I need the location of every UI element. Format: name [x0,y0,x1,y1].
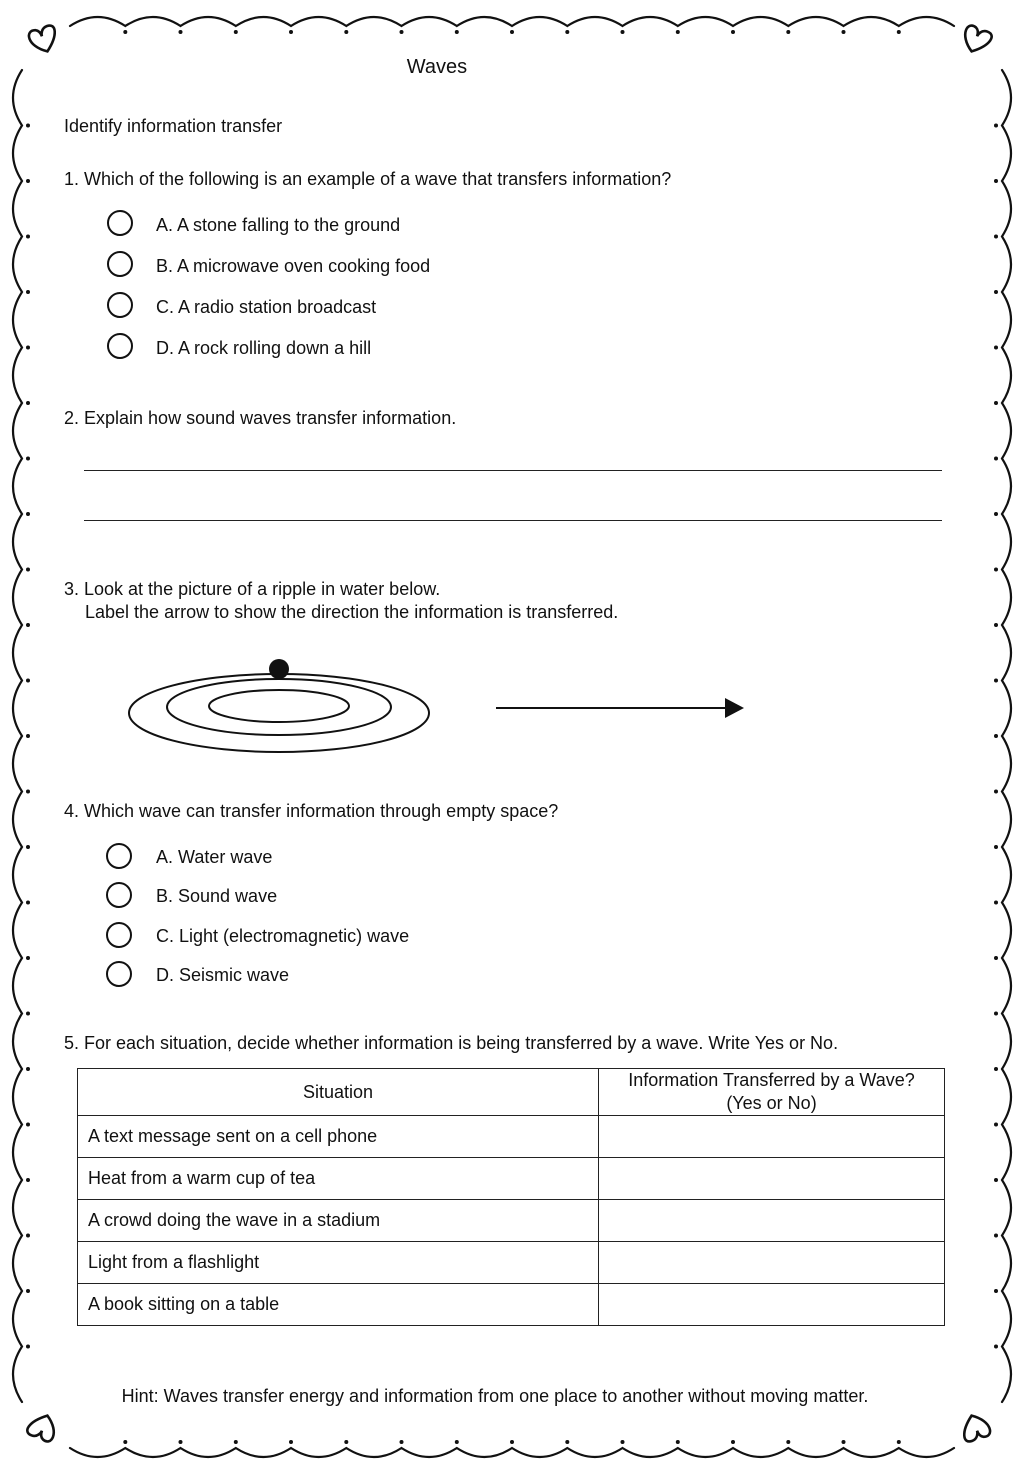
border-dot [994,568,998,572]
border-dot [994,1178,998,1182]
border-dot [994,1067,998,1071]
border-dot [994,623,998,627]
border-dot [234,1440,238,1444]
q3-prompt-line-2: Label the arrow to show the direction the information is transferred. [85,602,619,622]
border-dot [994,512,998,516]
table-row [78,1116,945,1158]
answer-cell[interactable] [599,1284,945,1326]
border-dot [994,1289,998,1293]
situation-cell: A text message sent on a cell phone [78,1116,599,1158]
border-dot [26,1289,30,1293]
border-dot [731,1440,735,1444]
border-dot [344,30,348,34]
border-dot [455,30,459,34]
border-dot [786,30,790,34]
situation-cell: A book sitting on a table [78,1284,599,1326]
border-dot [400,30,404,34]
border-dot [994,235,998,239]
border-dot [676,30,680,34]
q5-prompt: 5. For each situation, decide whether information is being transferred by a wave. Write Yes or No. [64,1033,839,1053]
border-dot [994,790,998,794]
border-dot [897,30,901,34]
border-dot [731,30,735,34]
arrow-right-icon [496,698,744,718]
answer-header-line-1: Information Transferred by a Wave? [628,1070,915,1090]
border-dot [26,790,30,794]
situation-cell: A crowd doing the wave in a stadium [78,1200,599,1242]
q4-option-b-radio[interactable] [106,882,132,908]
border-scallop-edge [70,17,954,26]
ripple-diagram [0,640,1024,760]
answer-cell[interactable] [599,1158,945,1200]
border-dot [26,1012,30,1016]
q2-answer-line-2[interactable] [84,520,942,521]
situation-cell: Heat from a warm cup of tea [78,1158,599,1200]
border-dot [621,30,625,34]
border-dot [289,1440,293,1444]
border-dot [994,1234,998,1238]
border-dot [621,1440,625,1444]
border-dot [26,179,30,183]
q1-prompt: 1. Which of the following is an example of a wave that transfers information? [64,169,672,189]
border-dot [344,1440,348,1444]
answer-cell[interactable] [599,1200,945,1242]
border-dot [994,401,998,405]
border-dot [510,30,514,34]
table-row [78,1242,945,1284]
border-dot [26,1178,30,1182]
border-dot [26,457,30,461]
q4-option-c-radio[interactable] [106,922,132,948]
hint-text: Hint: Waves transfer energy and information from one place to another without moving matter. [121,1386,869,1406]
border-dot [26,290,30,294]
border-dot [994,901,998,905]
border-dot [994,845,998,849]
border-dot [994,1012,998,1016]
ripple-illustration [129,674,429,752]
q4-prompt: 4. Which wave can transfer information through empty space? [64,801,559,821]
situation-cell: Light from a flashlight [78,1242,599,1284]
border-dot [26,1345,30,1349]
border-dot [842,1440,846,1444]
q4-option-a-label: A. Water wave [156,847,273,867]
border-dot [994,1345,998,1349]
q4-option-c-label: C. Light (electromagnetic) wave [156,926,410,946]
q2-answer-line-1[interactable] [84,470,942,471]
border-dot [26,1234,30,1238]
q2-prompt: 2. Explain how sound waves transfer information. [64,408,457,428]
border-dot [565,1440,569,1444]
border-dot [897,1440,901,1444]
heart-icon-bottom-left [26,1411,59,1443]
q4-option-b-label: B. Sound wave [156,886,278,906]
border-dot [26,1067,30,1071]
table-row [78,1284,945,1326]
border-dot [123,30,127,34]
border-dot [510,1440,514,1444]
q1-option-d-radio[interactable] [107,333,133,359]
situation-header: Situation [78,1069,599,1116]
border-dot [565,30,569,34]
border-dot [994,124,998,128]
border-dot [26,901,30,905]
border-dot [994,956,998,960]
q1-option-c-label: C. A radio station broadcast [156,297,377,317]
border-dot [676,1440,680,1444]
border-dot [455,1440,459,1444]
q4-option-d-label: D. Seismic wave [156,965,290,985]
q1-option-b-label: B. A microwave oven cooking food [156,256,431,276]
q3-prompt-line-1: 3. Look at the picture of a ripple in water below. [64,579,441,599]
border-dot [994,179,998,183]
ripple-drop [269,659,289,679]
situation-table [77,1068,945,1326]
heart-icon-top-right [960,24,993,56]
border-dot [994,1123,998,1127]
border-dot [994,290,998,294]
border-dot [26,512,30,516]
heart-icon-bottom-right [958,1411,991,1443]
answer-cell[interactable] [599,1116,945,1158]
border-dot [179,30,183,34]
border-dot [289,30,293,34]
q1-option-c-radio[interactable] [107,292,133,318]
section-heading: Identify information transfer [64,116,283,136]
table-header-row [78,1069,945,1116]
border-dot [994,457,998,461]
border-dot [26,845,30,849]
q4-option-a-radio[interactable] [106,843,132,869]
border-dot [123,1440,127,1444]
heart-icon-top-left [27,23,60,55]
border-dot [994,346,998,350]
border-dot [786,1440,790,1444]
q1-option-d-label: D. A rock rolling down a hill [156,338,372,358]
border-dot [179,1440,183,1444]
border-dot [26,401,30,405]
table-row [78,1158,945,1200]
q4-option-d-radio[interactable] [106,961,132,987]
border-dot [26,235,30,239]
border-scallop-edge [70,1448,954,1457]
answer-header-line-2: (Yes or No) [726,1093,817,1113]
answer-cell[interactable] [599,1242,945,1284]
border-dot [400,1440,404,1444]
border-dot [26,568,30,572]
page-title: Waves [406,56,468,78]
border-dot [26,124,30,128]
q1-option-a-radio[interactable] [107,210,133,236]
q1-option-a-label: A. A stone falling to the ground [156,215,401,235]
border-dot [26,346,30,350]
border-dot [26,1123,30,1127]
border-dot [234,30,238,34]
table-row [78,1200,945,1242]
border-dot [26,623,30,627]
border-dot [842,30,846,34]
border-dot [26,956,30,960]
q1-option-b-radio[interactable] [107,251,133,277]
answer-header [599,1069,945,1116]
